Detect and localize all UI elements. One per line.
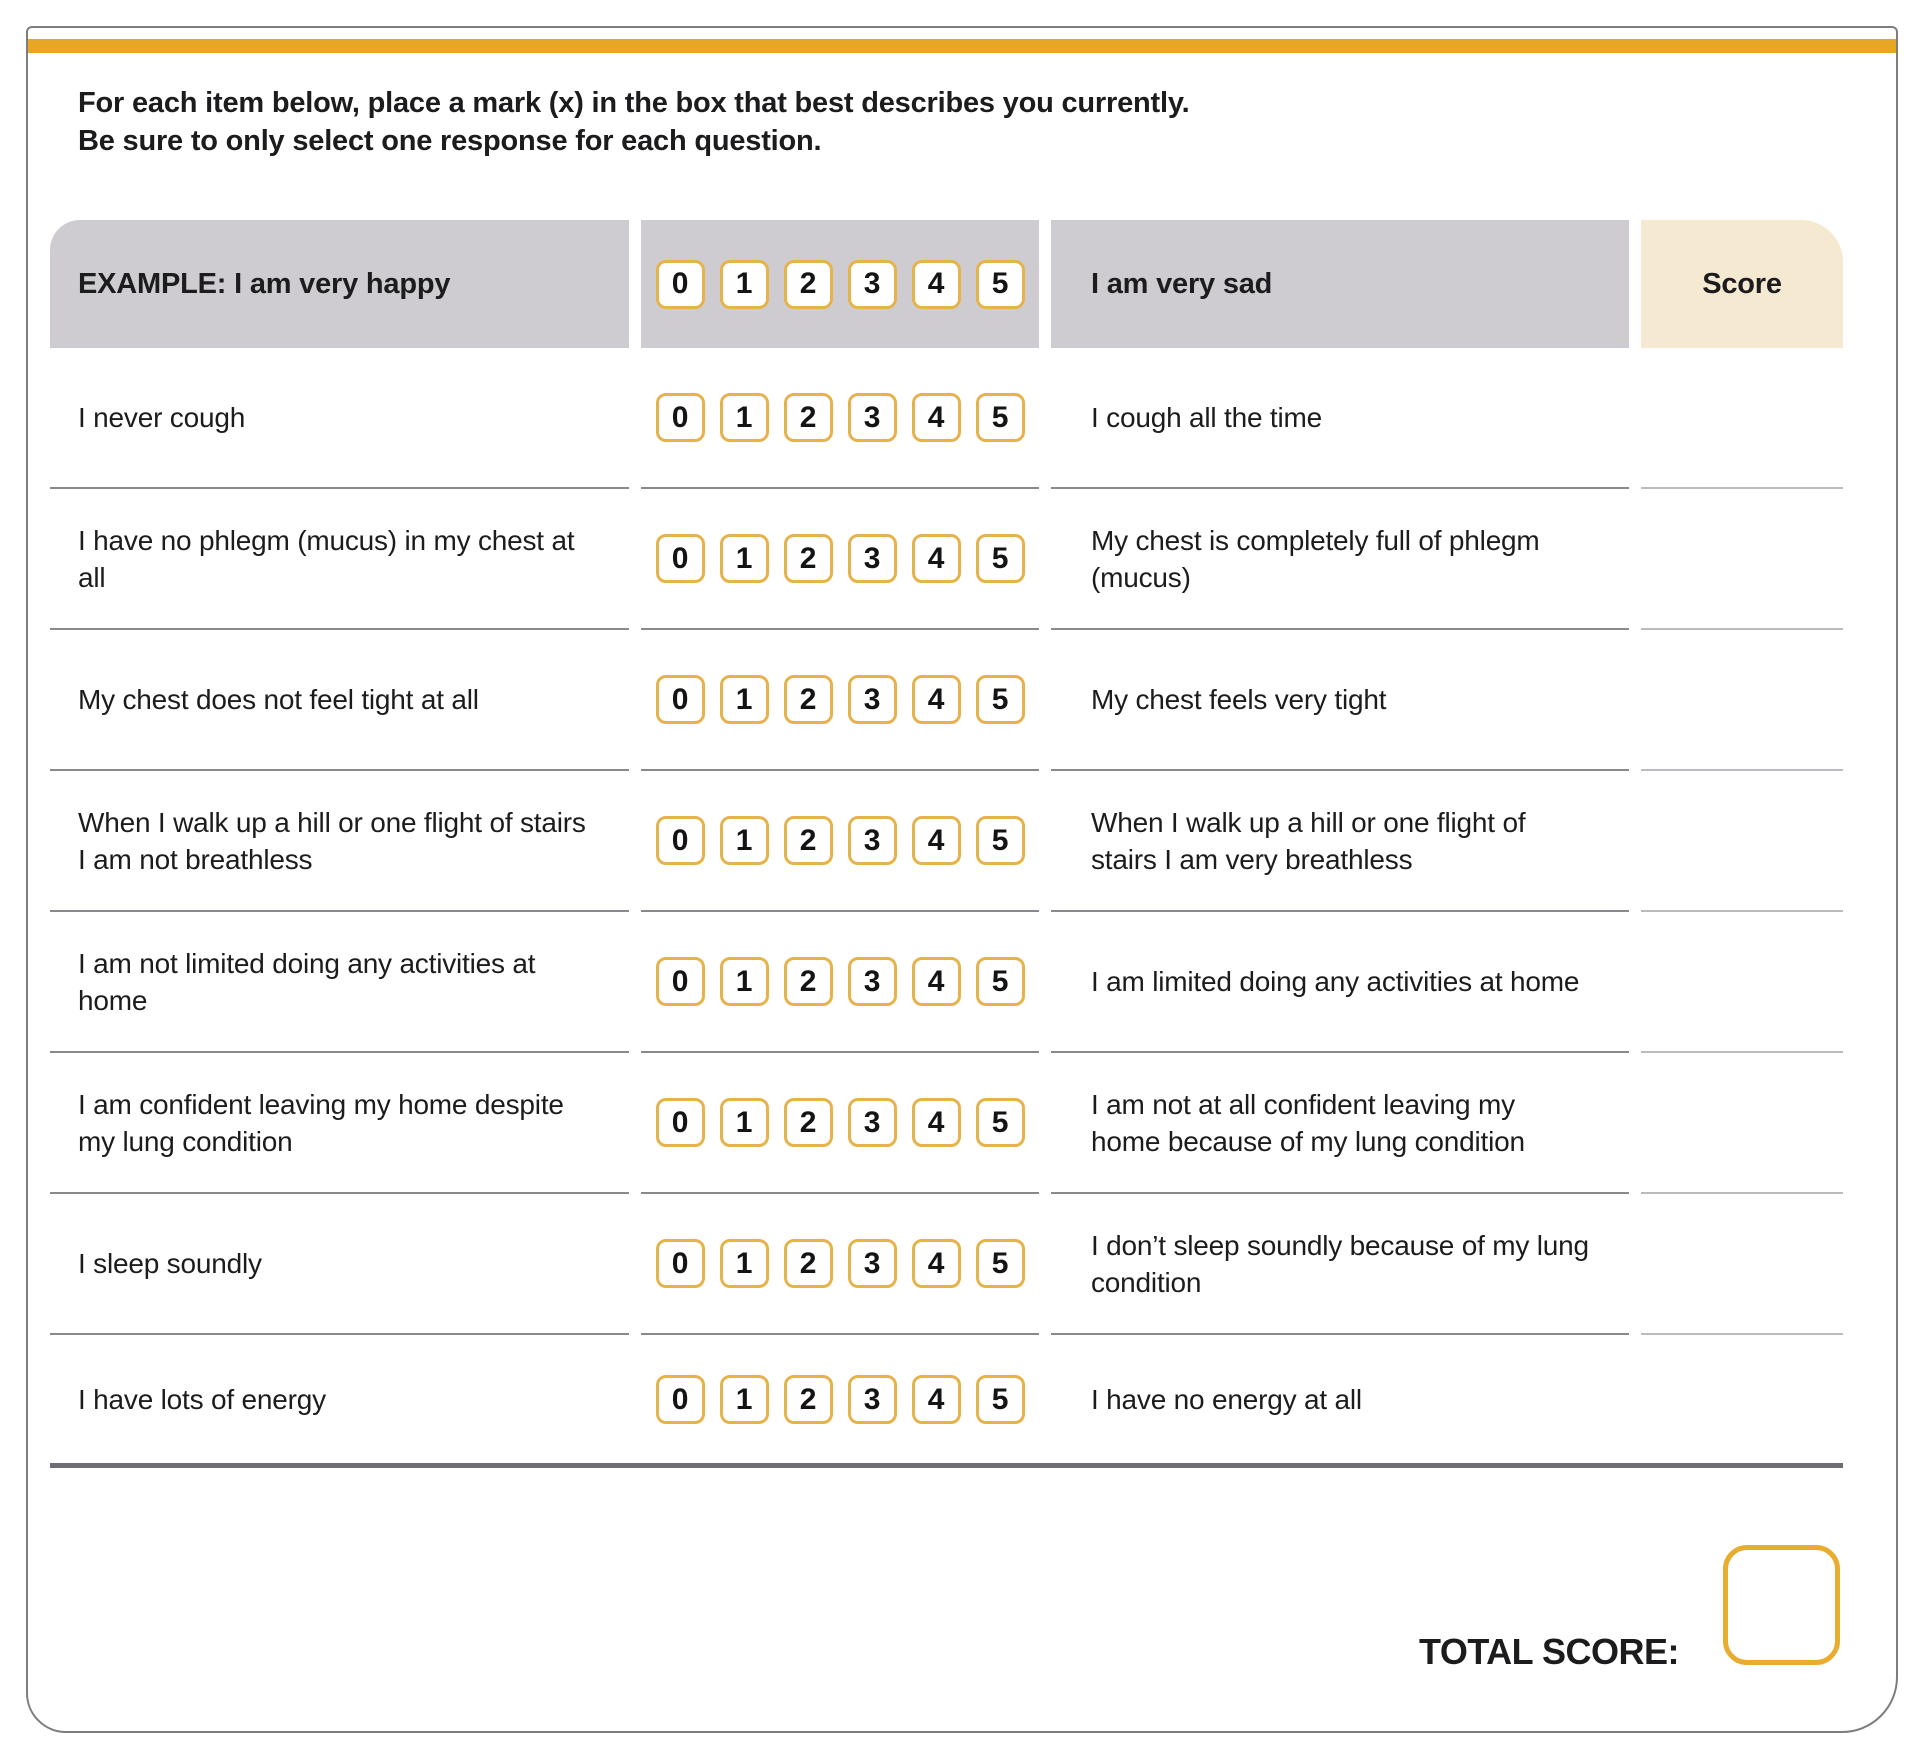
question-left-statement: I sleep soundly	[50, 1194, 629, 1335]
response-box-4[interactable]: 4	[912, 393, 961, 442]
response-box-4[interactable]: 4	[912, 816, 961, 865]
response-box-0[interactable]: 0	[656, 957, 705, 1006]
response-box-5[interactable]: 5	[976, 393, 1025, 442]
score-cell[interactable]	[1641, 489, 1843, 630]
response-box-4[interactable]: 4	[912, 1098, 961, 1147]
response-box-4[interactable]: 4	[912, 675, 961, 724]
response-box-2[interactable]: 2	[784, 816, 833, 865]
question-right-statement: My chest feels very tight	[1051, 630, 1629, 771]
response-box-4[interactable]: 4	[912, 260, 961, 309]
response-scale	[656, 1239, 1025, 1288]
question-left-statement: I never cough	[50, 348, 629, 489]
response-box-3[interactable]: 3	[848, 1375, 897, 1424]
question-right-statement: I cough all the time	[1051, 348, 1629, 489]
response-box-3[interactable]: 3	[848, 675, 897, 724]
response-box-2[interactable]: 2	[784, 534, 833, 583]
response-box-3[interactable]: 3	[848, 393, 897, 442]
response-box-0[interactable]: 0	[656, 260, 705, 309]
response-box-3[interactable]: 3	[848, 260, 897, 309]
response-scale	[656, 260, 1025, 309]
response-box-0[interactable]: 0	[656, 816, 705, 865]
score-cell[interactable]	[1641, 348, 1843, 489]
question-left-statement: My chest does not feel tight at all	[50, 630, 629, 771]
response-scale-cell	[641, 1335, 1039, 1463]
response-box-0[interactable]: 0	[656, 1098, 705, 1147]
response-scale-cell	[641, 348, 1039, 489]
response-box-3[interactable]: 3	[848, 816, 897, 865]
response-box-1[interactable]: 1	[720, 675, 769, 724]
header-example-right: I am very sad	[1051, 220, 1629, 348]
response-box-3[interactable]: 3	[848, 1239, 897, 1288]
response-box-1[interactable]: 1	[720, 393, 769, 442]
response-scale	[656, 1375, 1025, 1424]
header-scale-cell	[641, 220, 1039, 348]
response-box-2[interactable]: 2	[784, 1375, 833, 1424]
response-box-4[interactable]: 4	[912, 534, 961, 583]
score-cell[interactable]	[1641, 630, 1843, 771]
response-box-5[interactable]: 5	[976, 260, 1025, 309]
score-cell[interactable]	[1641, 1194, 1843, 1335]
response-scale-cell	[641, 1053, 1039, 1194]
instructions	[78, 84, 1836, 160]
cat-questionnaire-page	[26, 26, 1898, 1733]
response-box-1[interactable]: 1	[720, 534, 769, 583]
response-box-4[interactable]: 4	[912, 957, 961, 1006]
response-box-1[interactable]: 1	[720, 1239, 769, 1288]
response-box-5[interactable]: 5	[976, 816, 1025, 865]
question-left-statement: When I walk up a hill or one flight of stairs I am not breathless	[50, 771, 629, 912]
response-box-4[interactable]: 4	[912, 1239, 961, 1288]
response-scale	[656, 816, 1025, 865]
response-box-2[interactable]: 2	[784, 1239, 833, 1288]
score-cell[interactable]	[1641, 771, 1843, 912]
response-box-2[interactable]: 2	[784, 675, 833, 724]
response-box-0[interactable]: 0	[656, 675, 705, 724]
response-box-2[interactable]: 2	[784, 957, 833, 1006]
question-left-statement: I am not limited doing any activities at home	[50, 912, 629, 1053]
response-box-3[interactable]: 3	[848, 1098, 897, 1147]
response-box-1[interactable]: 1	[720, 1098, 769, 1147]
question-right-statement: When I walk up a hill or one flight of stairs I am very breathless	[1051, 771, 1629, 912]
response-box-5[interactable]: 5	[976, 1098, 1025, 1147]
response-box-5[interactable]: 5	[976, 534, 1025, 583]
response-scale	[656, 675, 1025, 724]
response-box-5[interactable]: 5	[976, 675, 1025, 724]
response-scale-cell	[641, 912, 1039, 1053]
response-scale	[656, 393, 1025, 442]
question-left-statement: I have lots of energy	[78, 1383, 326, 1415]
total-score-label: TOTAL SCORE:	[1418, 1631, 1679, 1672]
response-box-1[interactable]: 1	[720, 816, 769, 865]
response-box-5[interactable]: 5	[976, 1375, 1025, 1424]
total-score-box[interactable]	[1723, 1545, 1840, 1665]
response-scale-cell	[641, 1194, 1039, 1335]
question-right-statement: I am limited doing any activities at home	[1051, 912, 1629, 1053]
response-scale-cell	[641, 630, 1039, 771]
response-box-0[interactable]: 0	[656, 1375, 705, 1424]
response-box-1[interactable]: 1	[720, 260, 769, 309]
response-box-0[interactable]: 0	[656, 393, 705, 442]
response-box-2[interactable]: 2	[784, 1098, 833, 1147]
question-left-statement: I am confident leaving my home despite my lung condition	[50, 1053, 629, 1194]
questionnaire-table	[50, 220, 1843, 1468]
score-cell[interactable]	[1641, 1335, 1843, 1463]
response-box-2[interactable]: 2	[784, 260, 833, 309]
response-box-3[interactable]: 3	[848, 534, 897, 583]
total-score-row	[1418, 1545, 1840, 1672]
header-example-left: EXAMPLE: I am very happy	[50, 220, 629, 348]
header-score-label: Score	[1641, 220, 1843, 348]
response-box-3[interactable]: 3	[848, 957, 897, 1006]
score-cell[interactable]	[1641, 1053, 1843, 1194]
table-bottom-rule	[50, 1463, 1843, 1468]
response-box-0[interactable]: 0	[656, 1239, 705, 1288]
response-box-1[interactable]: 1	[720, 957, 769, 1006]
question-right-statement: I don’t sleep soundly because of my lung condition	[1051, 1194, 1629, 1335]
response-scale-cell	[641, 489, 1039, 630]
instructions-line-1: For each item below, place a mark (x) in the box that best describes you currently.	[78, 87, 1190, 119]
response-box-2[interactable]: 2	[784, 393, 833, 442]
response-box-4[interactable]: 4	[912, 1375, 961, 1424]
response-scale	[656, 1098, 1025, 1147]
response-box-1[interactable]: 1	[720, 1375, 769, 1424]
response-box-5[interactable]: 5	[976, 1239, 1025, 1288]
response-box-0[interactable]: 0	[656, 534, 705, 583]
score-cell[interactable]	[1641, 912, 1843, 1053]
response-box-5[interactable]: 5	[976, 957, 1025, 1006]
response-scale-cell	[641, 771, 1039, 912]
question-left-statement: I have no phlegm (mucus) in my chest at all	[50, 489, 629, 630]
response-scale	[656, 534, 1025, 583]
instructions-line-2: Be sure to only select one response for each question.	[78, 125, 822, 157]
response-scale	[656, 957, 1025, 1006]
question-right-statement: I am not at all confident leaving my home because of my lung condition	[1051, 1053, 1629, 1194]
question-right-statement: I have no energy at all	[1091, 1383, 1362, 1415]
top-accent-bar	[28, 39, 1896, 53]
question-right-statement: My chest is completely full of phlegm (mucus)	[1051, 489, 1629, 630]
